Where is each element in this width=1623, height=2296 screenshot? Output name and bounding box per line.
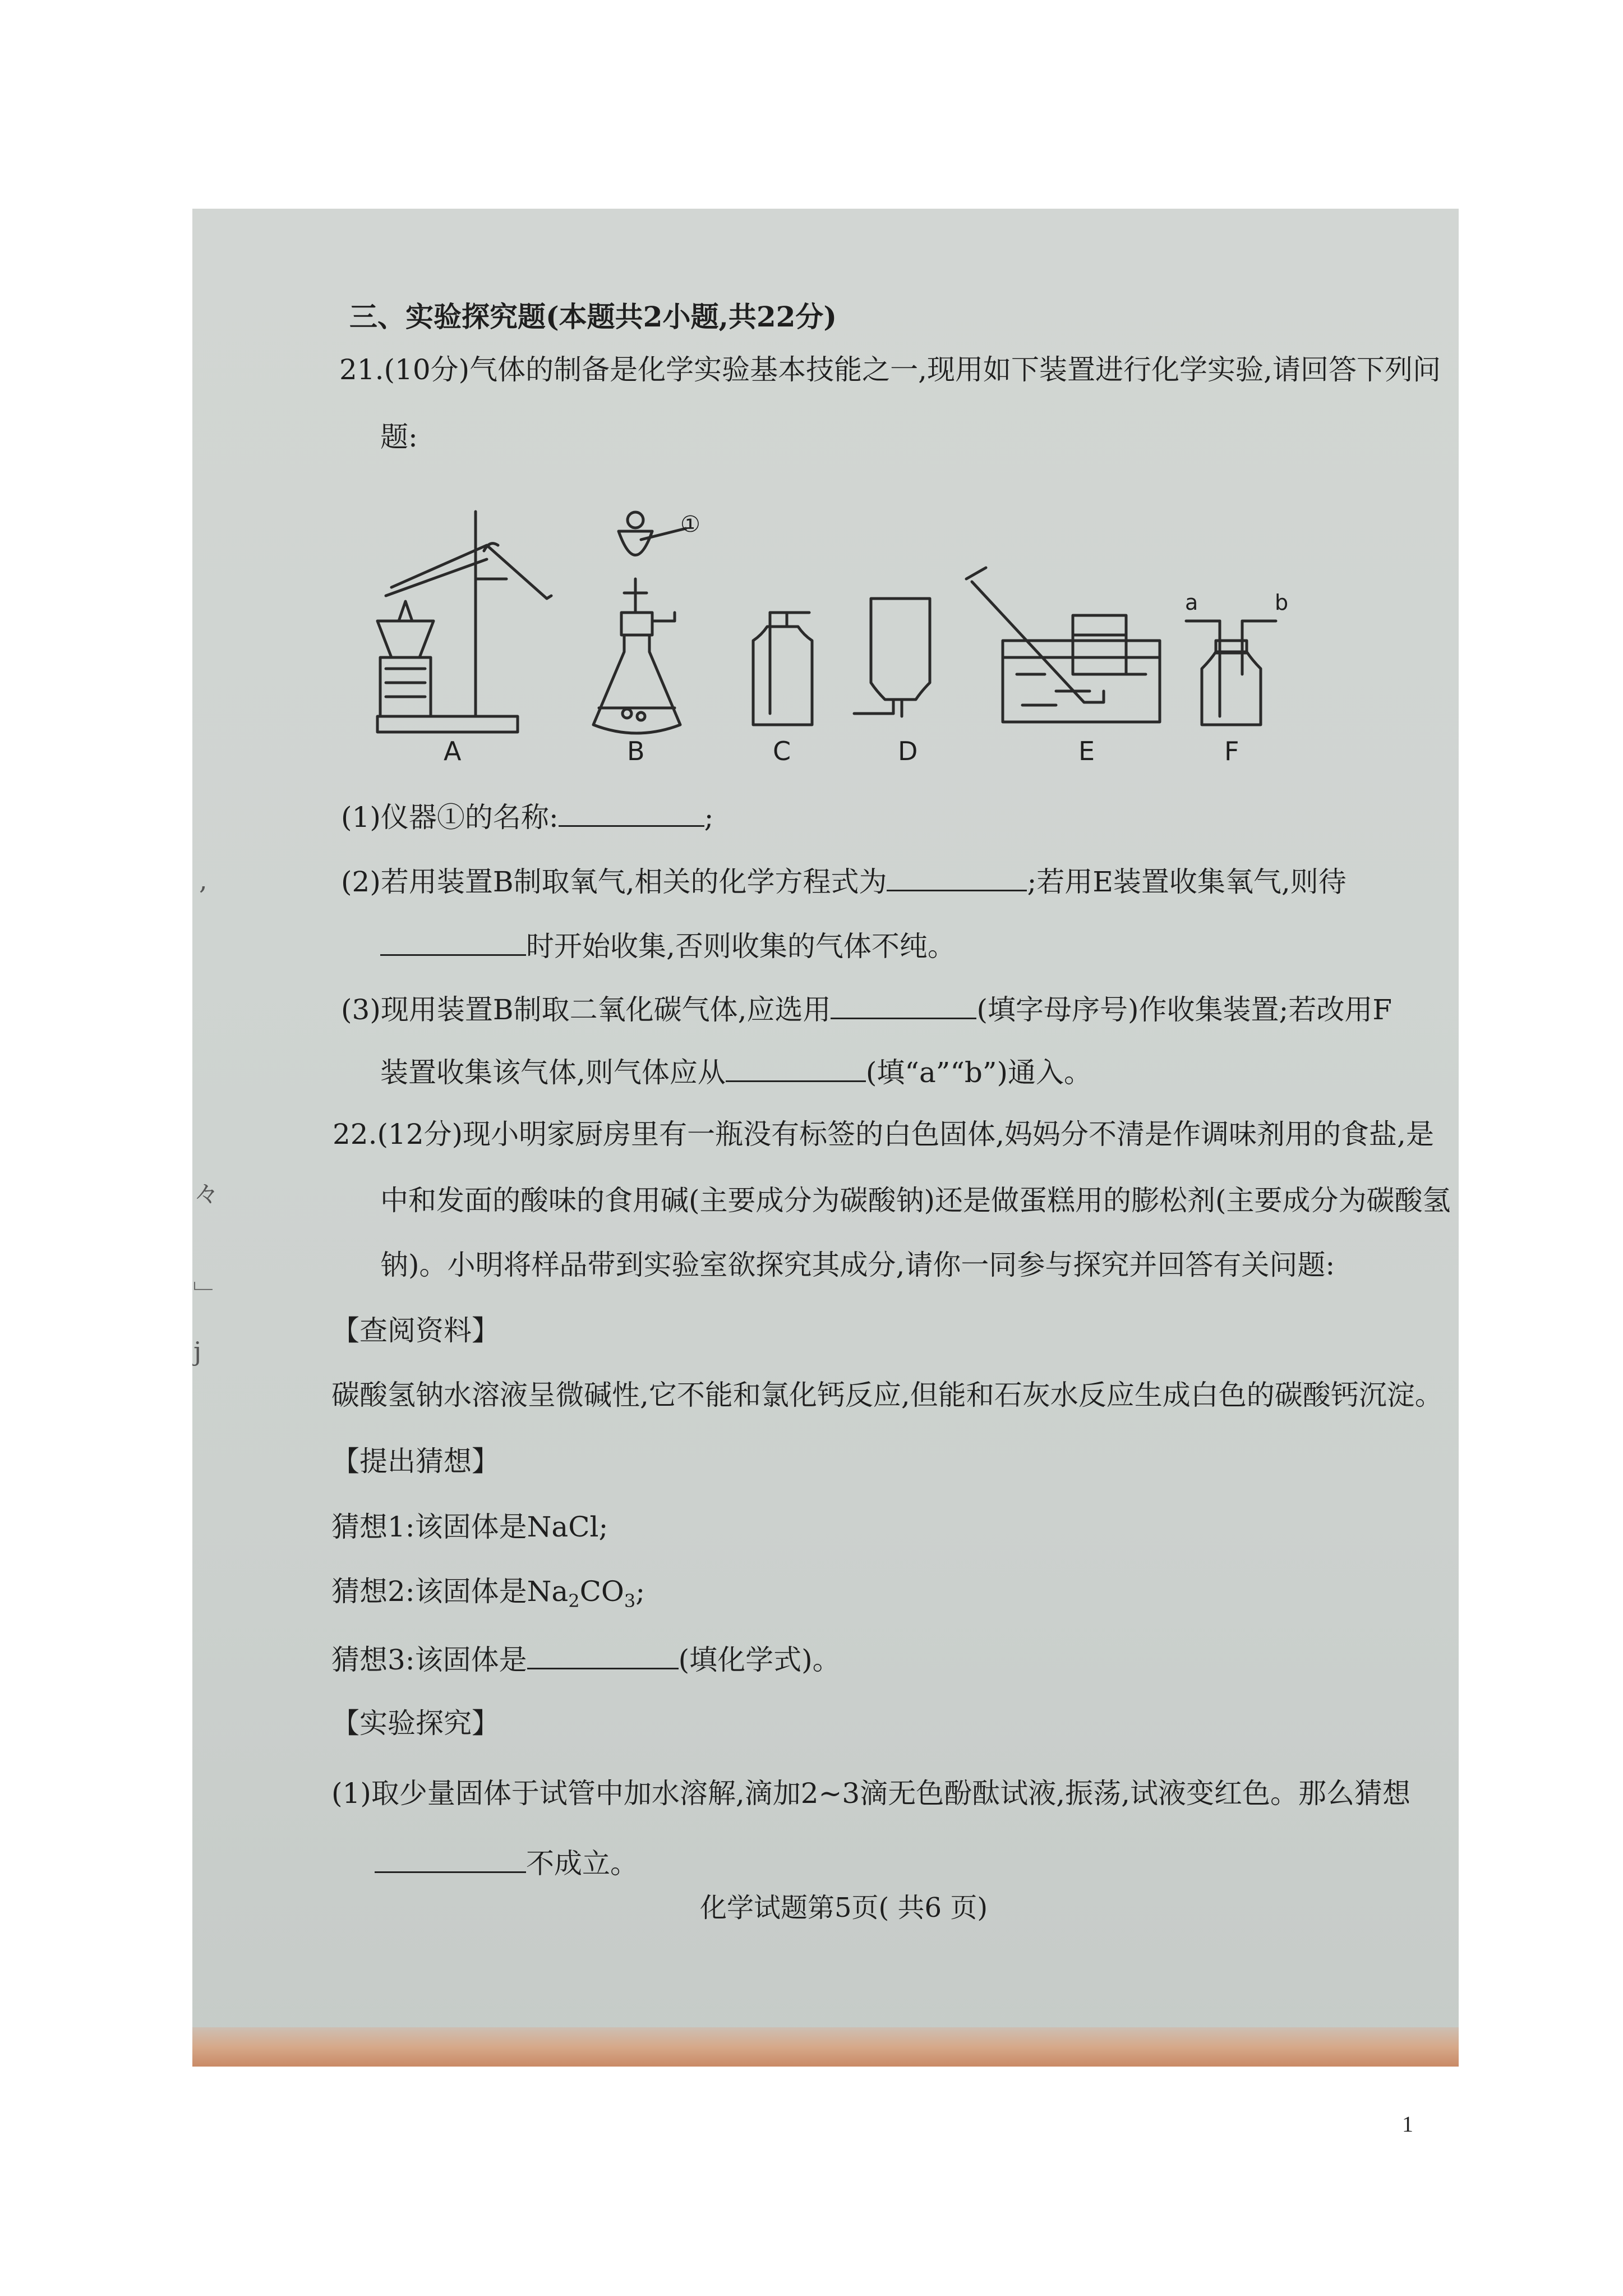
q21-stem-line2: 题: xyxy=(380,421,418,453)
q22-stem-line2: 中和发面的酸味的食用碱(主要成分为碳酸钠)还是做蛋糕用的膨松剂(主要成分为碳酸氢 xyxy=(380,1184,1451,1217)
hypothesis-1: 猜想1:该固体是NaCl; xyxy=(331,1511,608,1543)
q22-stem-line1: 22.(12分)现小明家厨房里有一瓶没有标签的白色固体,妈妈分不清是作调味剂用的食盐,是 xyxy=(333,1118,1434,1151)
q21-part2-line2 xyxy=(380,930,956,963)
scanned-exam-photo xyxy=(192,209,1459,2067)
q21-part3-line2 xyxy=(380,1056,1092,1087)
q22-stem-line3: 钠)。小明将样品带到实验室欲探究其成分,请你一同参与探究并回答有关问题: xyxy=(380,1249,1335,1281)
hypothesis-2-end: ; xyxy=(635,1575,645,1608)
answer-blank[interactable] xyxy=(527,1643,679,1669)
apparatus-b-label: B xyxy=(627,736,645,766)
margin-tick: ﹂ xyxy=(193,1280,219,1310)
section-heading: 三、实验探究题(本题共2小题,共22分) xyxy=(349,300,837,333)
q21-stem-line1: 21.(10分)气体的制备是化学实验基本技能之一,现用如下装置进行化学实验,请回答下列问 xyxy=(339,353,1441,386)
apparatus-figure xyxy=(192,209,1459,781)
answer-blank[interactable] xyxy=(375,1847,526,1873)
experiment-1-line1: (1)取少量固体于试管中加水溶解,滴加2~3滴无色酚酞试液,振荡,试液变红色。那么猜想 xyxy=(331,1777,1411,1810)
q21-part1 xyxy=(341,800,714,834)
experiment-1-end: 不成立。 xyxy=(526,1847,638,1880)
margin-tick: j xyxy=(193,1336,202,1366)
reference-heading: 【查阅资料】 xyxy=(331,1314,500,1347)
tube-a-label: a xyxy=(1185,590,1198,615)
apparatus-a-figure xyxy=(377,512,551,732)
apparatus-c-figure xyxy=(753,613,812,725)
hypothesis-2-text: 猜想2:该固体是Na xyxy=(331,1575,569,1608)
answer-blank[interactable] xyxy=(380,930,526,956)
experiment-heading: 【实验探究】 xyxy=(331,1707,500,1740)
formula-co: CO xyxy=(579,1575,624,1608)
q21-part3-end: (填“a”“b”)通入。 xyxy=(865,1056,1092,1089)
q21-part1-text: (1)仪器①的名称: xyxy=(341,801,559,834)
hypothesis-3 xyxy=(331,1643,841,1674)
q21-part3-text: (3)现用装置B制取二氧化碳气体,应选用 xyxy=(341,993,831,1026)
hypothesis-3-end: (填化学式)。 xyxy=(678,1644,841,1676)
answer-blank[interactable] xyxy=(726,1056,866,1082)
margin-tick: 々 xyxy=(193,1179,219,1209)
q21-part2-middle: ;若用E装置收集氧气,则待 xyxy=(1027,866,1347,898)
apparatus-a-label: A xyxy=(444,736,462,766)
apparatus-d-label: D xyxy=(898,736,918,766)
q21-part3-line1 xyxy=(341,993,1392,1024)
q21-part2-line1 xyxy=(341,865,1347,896)
apparatus-e-label: E xyxy=(1078,736,1095,766)
answer-blank[interactable] xyxy=(559,800,704,827)
q21-part3-line2-text: 装置收集该气体,则气体应从 xyxy=(380,1056,726,1089)
q21-part2-end: 时开始收集,否则收集的气体不纯。 xyxy=(526,930,956,963)
margin-tick: , xyxy=(199,865,208,895)
q21-part2-text: (2)若用装置B制取氧气,相关的化学方程式为 xyxy=(341,866,887,898)
apparatus-f-figure xyxy=(1186,621,1276,725)
tube-b-label: b xyxy=(1275,590,1289,615)
experiment-1-line2 xyxy=(375,1847,638,1878)
subscript-3: 3 xyxy=(624,1590,636,1612)
apparatus-b-figure xyxy=(593,512,686,733)
apparatus-c-label: C xyxy=(773,736,791,766)
answer-blank[interactable] xyxy=(887,865,1027,891)
hypothesis-2 xyxy=(331,1577,645,1610)
apparatus-d-figure xyxy=(854,599,930,716)
page-number: 1 xyxy=(1402,2111,1413,2137)
q21-part1-end: ; xyxy=(704,801,714,834)
hypothesis-3-text: 猜想3:该固体是 xyxy=(331,1644,527,1676)
instrument-1-marker: ① xyxy=(680,512,700,537)
hypothesis-heading: 【提出猜想】 xyxy=(331,1445,500,1478)
apparatus-e-figure xyxy=(966,568,1160,722)
page-footer: 化学试题第5页( 共6 页) xyxy=(700,1892,988,1924)
photo-bottom-edge xyxy=(192,2027,1459,2067)
reference-text: 碳酸氢钠水溶液呈微碱性,它不能和氯化钙反应,但能和石灰水反应生成白色的碳酸钙沉淀。 xyxy=(331,1379,1443,1411)
subscript-2: 2 xyxy=(568,1590,580,1612)
q21-part3-middle: (填字母序号)作收集装置;若改用F xyxy=(976,993,1393,1026)
answer-blank[interactable] xyxy=(831,993,976,1019)
apparatus-f-label: F xyxy=(1224,736,1239,766)
